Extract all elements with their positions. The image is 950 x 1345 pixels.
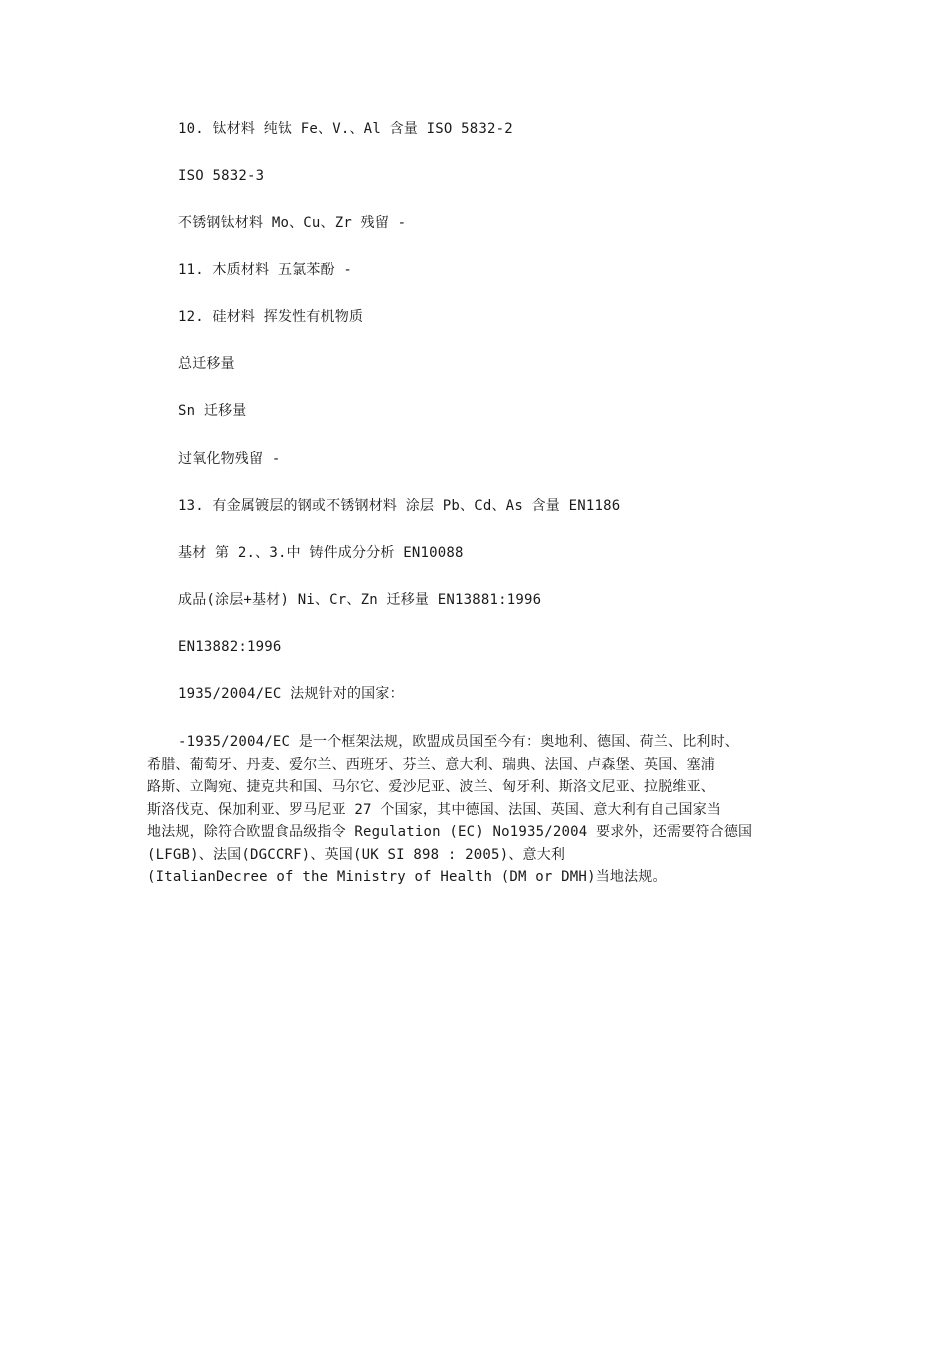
text-line: 过氧化物残留 - <box>178 451 281 467</box>
text-line: 11. 木质材料 五氯苯酚 - <box>178 262 353 278</box>
text-line: 1935/2004/EC 法规针对的国家： <box>178 686 404 702</box>
text-line: 成品(涂层+基材) Ni、Cr、Zn 迁移量 EN13881:1996 <box>178 592 542 608</box>
paragraph-line: 路斯、立陶宛、捷克共和国、马尔它、爱沙尼亚、波兰、匈牙利、斯洛文尼亚、拉脱维亚、 <box>147 779 715 795</box>
text-line: ISO 5832-3 <box>178 168 265 184</box>
text-line: EN13882:1996 <box>178 639 282 655</box>
paragraph-line: (LFGB)、法国(DGCCRF)、英国(UK SI 898 : 2005)、意大利 <box>147 846 566 863</box>
regulation-paragraph <box>147 731 817 889</box>
text-line: 10. 钛材料 纯钛 Fe、V.、Al 含量 ISO 5832-2 <box>178 121 513 137</box>
paragraph-line: 希腊、葡萄牙、丹麦、爱尔兰、西班牙、芬兰、意大利、瑞典、法国、卢森堡、英国、塞浦 <box>147 756 715 773</box>
text-line: 总迁移量 <box>178 356 235 372</box>
paragraph-line: 斯洛伐克、保加利亚、罗马尼亚 27 个国家，其中德国、法国、英国、意大利有自己国家当 <box>147 801 722 818</box>
text-line: 基材 第 2.、3.中 铸件成分分析 EN10088 <box>178 545 464 561</box>
text-line: 不锈钢钛材料 Mo、Cu、Zr 残留 - <box>178 215 407 231</box>
paragraph-line: 地法规，除符合欧盟食品级指令 Regulation (EC) No1935/2004 要求外，还需要符合德国 <box>147 824 753 840</box>
paragraph-line: (ItalianDecree of the Ministry of Health (DM or DMH)当地法规。 <box>147 869 667 885</box>
paragraph-line: -1935/2004/EC 是一个框架法规，欧盟成员国至今有：奥地利、德国、荷兰、比利时、 <box>178 734 739 750</box>
text-line: 13. 有金属镀层的钢或不锈钢材料 涂层 Pb、Cd、As 含量 EN1186 <box>178 498 621 514</box>
text-line: Sn 迁移量 <box>178 403 247 419</box>
text-line: 12. 硅材料 挥发性有机物质 <box>178 309 364 325</box>
